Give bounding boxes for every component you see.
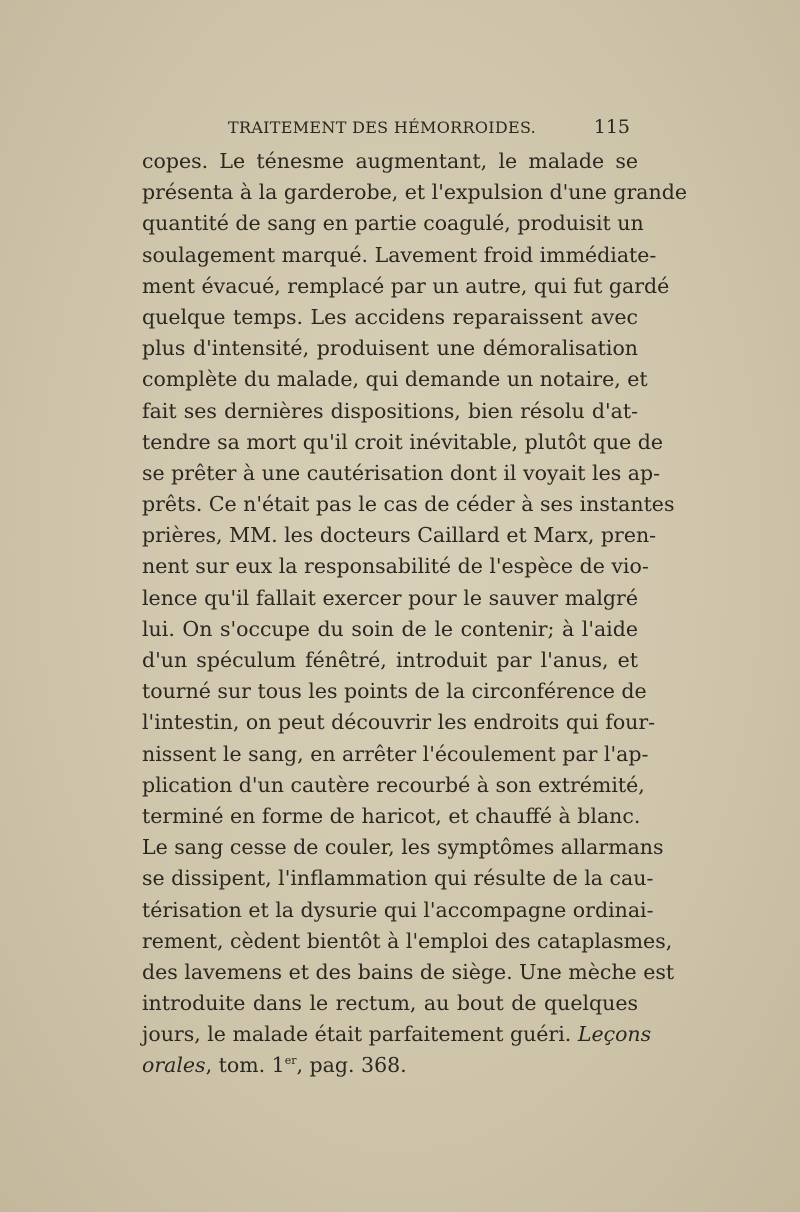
text-line: prières, MM. les docteurs Caillard et Marx, pren- <box>142 523 657 548</box>
text-line: se prêter à une cautérisation dont il voyait les ap- <box>142 460 661 485</box>
text-line: fait ses dernières dispositions, bien résolu d'at- <box>142 398 638 423</box>
text-line: rement, cèdent bientôt à l'emploi des cataplasmes, <box>142 928 673 953</box>
citation-superscript: er <box>284 1054 297 1068</box>
citation-volume: , tom. 1 <box>205 1053 285 1078</box>
text-line: présenta à la garderobe, et l'expulsion d'une grande <box>142 180 687 205</box>
text-line: Le sang cesse de couler, les symptômes allarmans <box>142 835 664 860</box>
text-line: soulagement marqué. Lavement froid immédiate- <box>142 242 657 267</box>
running-title: TRAITEMENT DES HÉMORROIDES. <box>228 118 537 137</box>
text-line: quantité de sang en partie coagulé, produisit un <box>142 211 644 236</box>
text-line: plication d'un cautère recourbé à son extrémité, <box>142 772 645 797</box>
text-line: se dissipent, l'inflammation qui résulte de la cau- <box>142 866 654 891</box>
page-header <box>142 112 638 142</box>
text-line-29 <box>142 1019 652 1050</box>
text-line: introduite dans le rectum, au bout de quelques <box>142 991 638 1016</box>
text-line: lence qu'il fallait exercer pour le sauver malgré <box>142 585 638 610</box>
text-line: plus d'intensité, produisent une démoralisation <box>142 336 638 361</box>
citation-title-italic-2: orales <box>142 1053 206 1078</box>
page-number: 115 <box>593 116 630 138</box>
text-line: prêts. Ce n'était pas le cas de céder à ses instantes <box>142 492 675 517</box>
text-line: tourné sur tous les points de la circonférence de <box>142 679 647 704</box>
line-29-text: jours, le malade était parfaitement guéri. <box>142 1022 572 1047</box>
text-line: quelque temps. Les accidens reparaissent avec <box>142 304 638 329</box>
text-line: nent sur eux la responsabilité de l'espèce de vio- <box>142 554 649 579</box>
text-line: térisation et la dysurie qui l'accompagne ordinai- <box>142 897 654 922</box>
citation-page: , pag. 368. <box>296 1053 407 1078</box>
text-line-30 <box>142 1050 638 1081</box>
text-line: copes. Le ténesme augmentant, le malade se <box>142 149 638 173</box>
body-text <box>142 146 687 1082</box>
text-line: d'un spéculum fénêtré, introduit par l'anus, et <box>142 648 638 672</box>
text-line: des lavemens et des bains de siège. Une mèche est <box>142 959 675 984</box>
text-line: terminé en forme de haricot, et chauffé à blanc. <box>142 803 641 828</box>
text-line: tendre sa mort qu'il croit inévitable, plutôt que de <box>142 429 664 454</box>
text-line: nissent le sang, en arrêter l'écoulement par l'ap- <box>142 741 649 766</box>
text-line: complète du malade, qui demande un notaire, et <box>142 367 648 392</box>
text-line: ment évacué, remplacé par un autre, qui fut gardé <box>142 273 670 298</box>
text-line: lui. On s'occupe du soin de le contenir; à l'aide <box>142 616 638 641</box>
text-line: l'intestin, on peut découvrir les endroits qui four- <box>142 710 656 735</box>
citation-title-italic-1: Leçons <box>577 1022 652 1047</box>
